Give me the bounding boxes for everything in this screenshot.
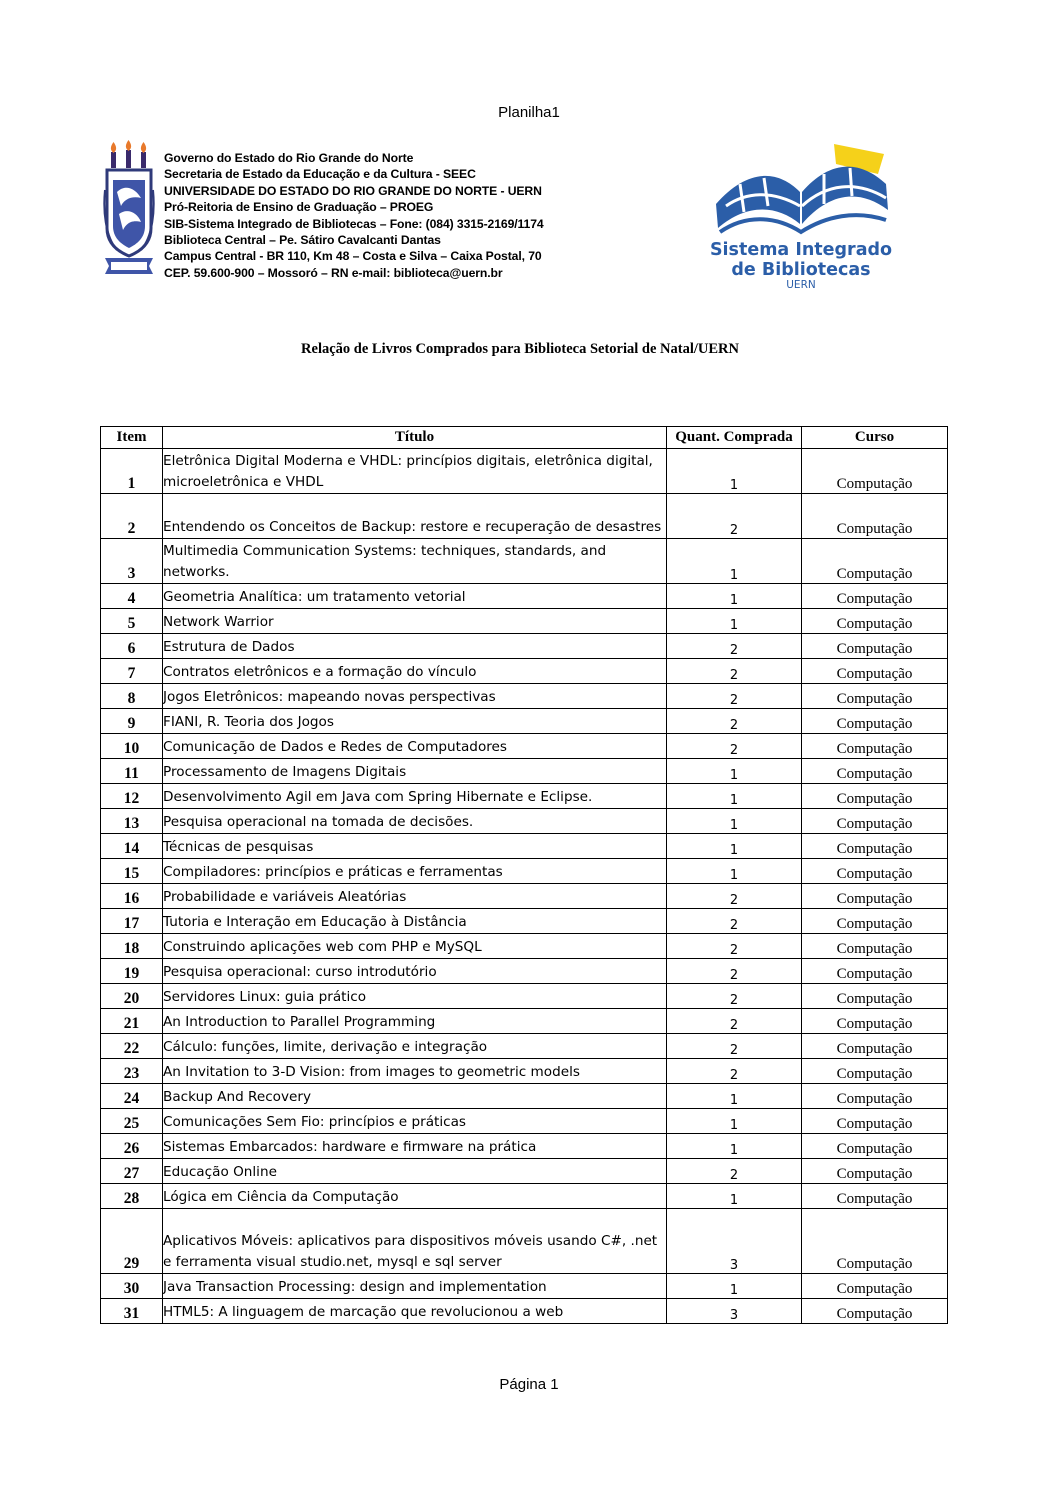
course-cell: Computação [802, 584, 948, 609]
books-table [100, 426, 948, 1324]
title-cell: Servidores Linux: guia prático [163, 984, 667, 1009]
quantity-cell: 1 [667, 1084, 802, 1109]
item-cell: 11 [101, 759, 163, 784]
course-cell: Computação [802, 834, 948, 859]
item-cell: 6 [101, 634, 163, 659]
quantity-cell: 1 [667, 539, 802, 584]
course-cell: Computação [802, 1084, 948, 1109]
title-cell: Comunicação de Dados e Redes de Computadores [163, 734, 667, 759]
table-row [101, 884, 948, 909]
title-cell: Construindo aplicações web com PHP e MySQL [163, 934, 667, 959]
course-cell: Computação [802, 759, 948, 784]
quantity-cell: 1 [667, 609, 802, 634]
quantity-cell: 2 [667, 659, 802, 684]
table-row [101, 1134, 948, 1159]
logo-subtext: UERN [786, 279, 816, 291]
course-cell: Computação [802, 1159, 948, 1184]
course-cell: Computação [802, 734, 948, 759]
table-row [101, 1009, 948, 1034]
item-cell: 30 [101, 1274, 163, 1299]
table-row [101, 634, 948, 659]
quantity-cell: 2 [667, 1009, 802, 1034]
quantity-cell: 2 [667, 734, 802, 759]
item-cell: 28 [101, 1184, 163, 1209]
course-cell: Computação [802, 449, 948, 494]
quantity-cell: 1 [667, 784, 802, 809]
course-cell: Computação [802, 1134, 948, 1159]
item-cell: 17 [101, 909, 163, 934]
letterhead-line: Secretaria de Estado da Educação e da Cultura - SEEC [164, 167, 476, 182]
table-row [101, 909, 948, 934]
table-row [101, 834, 948, 859]
title-cell: Network Warrior [163, 609, 667, 634]
title-cell: Java Transaction Processing: design and implementation [163, 1274, 667, 1299]
quantity-cell: 3 [667, 1209, 802, 1274]
course-cell: Computação [802, 1184, 948, 1209]
letterhead [164, 150, 544, 281]
quantity-cell: 1 [667, 859, 802, 884]
title-cell: Multimedia Communication Systems: techniques, standards, and networks. [163, 539, 667, 584]
letterhead-line: SIB-Sistema Integrado de Bibliotecas – Fone: (084) 3315-2169/1174 [164, 216, 544, 231]
quantity-cell: 2 [667, 634, 802, 659]
item-cell: 13 [101, 809, 163, 834]
letterhead-line: Governo do Estado do Rio Grande do Norte [164, 151, 414, 165]
title-cell: Pesquisa operacional na tomada de decisões. [163, 809, 667, 834]
quantity-cell: 1 [667, 809, 802, 834]
table-row [101, 1034, 948, 1059]
table-header-row [101, 427, 948, 449]
table-row [101, 609, 948, 634]
item-cell: 26 [101, 1134, 163, 1159]
quantity-cell: 2 [667, 984, 802, 1009]
course-cell: Computação [802, 809, 948, 834]
quantity-cell: 1 [667, 1184, 802, 1209]
course-cell: Computação [802, 1059, 948, 1084]
item-cell: 22 [101, 1034, 163, 1059]
letterhead-line: Campus Central - BR 110, Km 48 – Costa e Silva – Caixa Postal, 70 [164, 249, 542, 264]
title-cell: Entendendo os Conceitos de Backup: restore e recuperação de desastres [163, 494, 667, 539]
course-cell: Computação [802, 684, 948, 709]
item-cell: 16 [101, 884, 163, 909]
table-row [101, 784, 948, 809]
table-row [101, 1159, 948, 1184]
table-row [101, 759, 948, 784]
table-row [101, 684, 948, 709]
table-row [101, 1059, 948, 1084]
table-row [101, 449, 948, 494]
title-cell: Tutoria e Interação em Educação à Distância [163, 909, 667, 934]
title-cell: Sistemas Embarcados: hardware e firmware na prática [163, 1134, 667, 1159]
table-row [101, 1084, 948, 1109]
item-cell: 10 [101, 734, 163, 759]
title-cell: Probabilidade e variáveis Aleatórias [163, 884, 667, 909]
table-row [101, 1274, 948, 1299]
item-cell: 18 [101, 934, 163, 959]
quantity-cell: 2 [667, 1034, 802, 1059]
table-row [101, 809, 948, 834]
quantity-cell: 1 [667, 759, 802, 784]
title-cell: Compiladores: princípios e práticas e ferramentas [163, 859, 667, 884]
course-cell: Computação [802, 1299, 948, 1324]
title-cell: Eletrônica Digital Moderna e VHDL: princípios digitais, eletrônica digital, microeletrônica e VHDL [163, 449, 667, 494]
column-header-item: Item [101, 427, 163, 449]
course-cell: Computação [802, 659, 948, 684]
table-row [101, 1109, 948, 1134]
quantity-cell: 2 [667, 1059, 802, 1084]
table-row [101, 934, 948, 959]
quantity-cell: 1 [667, 584, 802, 609]
title-cell: Jogos Eletrônicos: mapeando novas perspectivas [163, 684, 667, 709]
course-cell: Computação [802, 494, 948, 539]
item-cell: 7 [101, 659, 163, 684]
item-cell: 21 [101, 1009, 163, 1034]
quantity-cell: 1 [667, 1109, 802, 1134]
table-row [101, 1209, 948, 1274]
item-cell: 23 [101, 1059, 163, 1084]
course-cell: Computação [802, 1109, 948, 1134]
title-cell: HTML5: A linguagem de marcação que revolucionou a web [163, 1299, 667, 1324]
item-cell: 19 [101, 959, 163, 984]
title-cell: Backup And Recovery [163, 1084, 667, 1109]
item-cell: 8 [101, 684, 163, 709]
item-cell: 12 [101, 784, 163, 809]
course-cell: Computação [802, 784, 948, 809]
title-cell: Aplicativos Móveis: aplicativos para dispositivos móveis usando C#, .net e ferramenta visual studio.net, mysql e sql server [163, 1209, 667, 1274]
table-row [101, 734, 948, 759]
item-cell: 31 [101, 1299, 163, 1324]
page-number: Página 1 [499, 1376, 559, 1393]
course-cell: Computação [802, 634, 948, 659]
quantity-cell: 2 [667, 494, 802, 539]
table-row [101, 709, 948, 734]
table-row [101, 1299, 948, 1324]
sheet-name: Planilha1 [498, 104, 560, 121]
title-cell: Desenvolvimento Agil em Java com Spring Hibernate e Eclipse. [163, 784, 667, 809]
table-row [101, 584, 948, 609]
title-cell: An Invitation to 3-D Vision: from images to geometric models [163, 1059, 667, 1084]
quantity-cell: 1 [667, 834, 802, 859]
document-heading: Relação de Livros Comprados para Biblioteca Setorial de Natal/UERN [301, 341, 739, 357]
course-cell: Computação [802, 1009, 948, 1034]
title-cell: Geometria Analítica: um tratamento vetorial [163, 584, 667, 609]
item-cell: 3 [101, 539, 163, 584]
title-cell: Educação Online [163, 1159, 667, 1184]
quantity-cell: 1 [667, 449, 802, 494]
course-cell: Computação [802, 934, 948, 959]
item-cell: 2 [101, 494, 163, 539]
item-cell: 29 [101, 1209, 163, 1274]
table-row [101, 859, 948, 884]
column-header-course: Curso [802, 427, 948, 449]
table-row [101, 659, 948, 684]
uern-crest-icon [103, 140, 155, 276]
title-cell: Contratos eletrônicos e a formação do vínculo [163, 659, 667, 684]
item-cell: 25 [101, 1109, 163, 1134]
letterhead-line: Pró-Reitoria de Ensino de Graduação – PROEG [164, 200, 434, 215]
course-cell: Computação [802, 959, 948, 984]
letterhead-line: UNIVERSIDADE DO ESTADO DO RIO GRANDE DO NORTE - UERN [164, 183, 542, 198]
table-row [101, 494, 948, 539]
table-row [101, 1184, 948, 1209]
title-cell: Processamento de Imagens Digitais [163, 759, 667, 784]
logo-text: Sistema Integrado [709, 240, 893, 260]
table-row [101, 539, 948, 584]
quantity-cell: 2 [667, 959, 802, 984]
item-cell: 9 [101, 709, 163, 734]
course-cell: Computação [802, 1209, 948, 1274]
title-cell: Cálculo: funções, limite, derivação e integração [163, 1034, 667, 1059]
course-cell: Computação [802, 709, 948, 734]
title-cell: Lógica em Ciência da Computação [163, 1184, 667, 1209]
column-header-qty: Quant. Comprada [667, 427, 802, 449]
quantity-cell: 2 [667, 1159, 802, 1184]
item-cell: 4 [101, 584, 163, 609]
item-cell: 24 [101, 1084, 163, 1109]
title-cell: FIANI, R. Teoria dos Jogos [163, 709, 667, 734]
quantity-cell: 2 [667, 909, 802, 934]
quantity-cell: 3 [667, 1299, 802, 1324]
item-cell: 15 [101, 859, 163, 884]
quantity-cell: 2 [667, 884, 802, 909]
item-cell: 14 [101, 834, 163, 859]
item-cell: 1 [101, 449, 163, 494]
course-cell: Computação [802, 909, 948, 934]
quantity-cell: 2 [667, 709, 802, 734]
quantity-cell: 1 [667, 1134, 802, 1159]
course-cell: Computação [802, 1034, 948, 1059]
letterhead-line: CEP. 59.600-900 – Mossoró – RN e-mail: biblioteca@uern.br [164, 265, 503, 280]
title-cell: Estrutura de Dados [163, 634, 667, 659]
title-cell: An Introduction to Parallel Programming [163, 1009, 667, 1034]
quantity-cell: 1 [667, 1274, 802, 1299]
title-cell: Pesquisa operacional: curso introdutório [163, 959, 667, 984]
table-row [101, 959, 948, 984]
table-row [101, 984, 948, 1009]
course-cell: Computação [802, 539, 948, 584]
column-header-title: Título [163, 427, 667, 449]
course-cell: Computação [802, 984, 948, 1009]
title-cell: Comunicações Sem Fio: princípios e práticas [163, 1109, 667, 1134]
course-cell: Computação [802, 884, 948, 909]
quantity-cell: 2 [667, 934, 802, 959]
logo-text: de Bibliotecas [731, 260, 871, 280]
item-cell: 27 [101, 1159, 163, 1184]
course-cell: Computação [802, 859, 948, 884]
title-cell: Técnicas de pesquisas [163, 834, 667, 859]
item-cell: 5 [101, 609, 163, 634]
item-cell: 20 [101, 984, 163, 1009]
course-cell: Computação [802, 609, 948, 634]
quantity-cell: 2 [667, 684, 802, 709]
course-cell: Computação [802, 1274, 948, 1299]
letterhead-line: Biblioteca Central – Pe. Sátiro Cavalcanti Dantas [164, 233, 441, 248]
